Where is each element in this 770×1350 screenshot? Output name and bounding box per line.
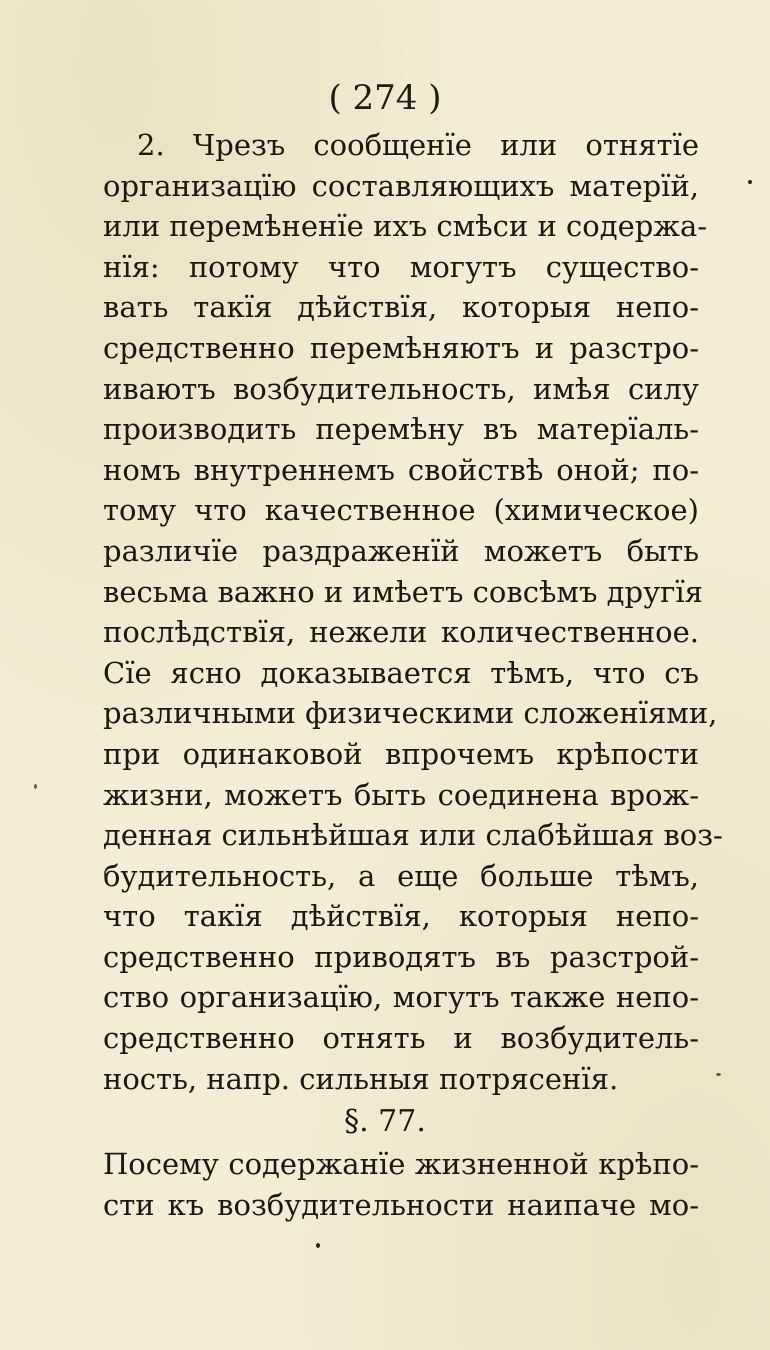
text-line: средственно отнять и возбудитель- — [103, 1021, 699, 1056]
paragraph-main — [103, 125, 723, 1099]
text-line: производить перемѣну въ матерїаль- — [103, 412, 699, 447]
text-line: Сїе ясно доказывается тѣмъ, что съ — [103, 655, 699, 690]
text-line: вать такїя дѣйствїя, которыя непо- — [103, 290, 699, 325]
text-line: организацїю составляющихъ матерїй, — [103, 168, 699, 203]
text-line: различными физическими сложенїями, — [103, 696, 718, 731]
text-line: что такїя дѣйствїя, которыя непо- — [103, 899, 699, 934]
text-line: тому что качественное (химическое) — [103, 493, 699, 528]
text-line: иваютъ возбудительность, имѣя силу — [103, 371, 699, 406]
text-line: послѣдствїя, нежели количественное. — [103, 615, 699, 650]
ink-speck — [748, 180, 752, 184]
ink-speck — [716, 1073, 721, 1076]
text-line: средственно приводятъ въ разстрой- — [103, 939, 699, 974]
page-number: ( 274 ) — [328, 78, 442, 118]
ink-speck — [34, 784, 37, 789]
paragraph-next — [103, 1144, 699, 1225]
text-line: сти къ возбудительности наипаче мо- — [103, 1187, 699, 1222]
section-heading: §. 77. — [344, 1104, 426, 1139]
text-line: ность, напр. сильныя потрясенїя. — [103, 1061, 619, 1096]
text-line: нїя: потому что могутъ существо- — [103, 249, 699, 284]
text-line: ство организацїю, могутъ также непо- — [103, 980, 699, 1015]
text-line: средственно перемѣняютъ и разстро- — [103, 330, 699, 365]
text-line: жизни, можетъ быть соединена врож- — [103, 777, 699, 812]
text-line: при одинаковой впрочемъ крѣпости — [103, 736, 699, 771]
text-line: денная сильнѣйшая или слабѣйшая воз- — [103, 818, 723, 853]
text-line: различїе раздраженїй можетъ быть — [103, 533, 699, 568]
text-line: 2. Чрезъ сообщенїе или отнятїе — [137, 128, 699, 162]
text-line: номъ внутреннемъ свойствѣ оной; по- — [103, 452, 699, 487]
text-line: или перемѣненїе ихъ смѣси и содержа- — [103, 209, 708, 244]
text-line: весьма важно и имѣетъ совсѣмъ другїя — [103, 574, 703, 609]
text-line: будительность, а еще больше тѣмъ, — [103, 858, 699, 893]
ink-speck — [316, 1243, 320, 1248]
text-line: Посему содержанїе жизненной крѣпо- — [103, 1147, 699, 1181]
